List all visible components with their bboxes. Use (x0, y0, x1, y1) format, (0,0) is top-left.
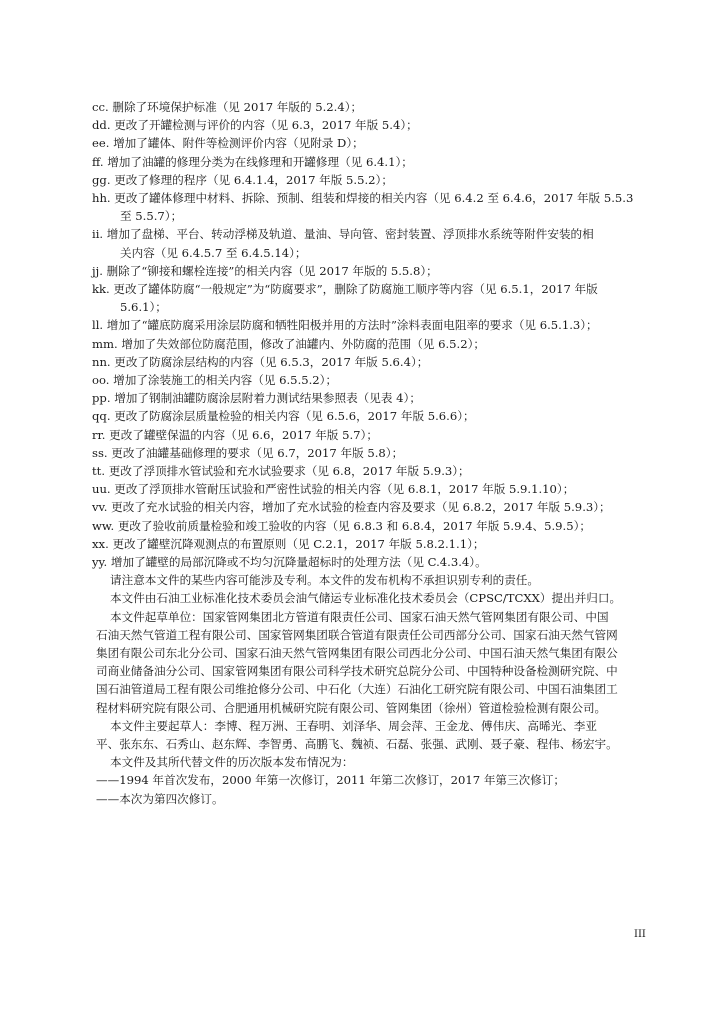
list-item: vv. 更改了充水试验的相关内容，增加了充水试验的检查内容及要求（见 6.8.2，2017 年版 5.9.3）； (92, 500, 611, 515)
list-item: yy. 增加了罐壁的局部沉降或不均匀沉降量超标时的处理方法（见 C.4.3.4）。 (92, 555, 487, 569)
list-item: tt. 更改了浮顶排水管试验和充水试验要求（见 6.8，2017 年版 5.9.3）； (92, 464, 470, 478)
list-item-continuation: 5.6.1）； (120, 300, 167, 315)
drafting-units-line: 程材料研究院有限公司、合肥通用机械研究院有限公司、管网集团（徐州）管道检验检测有限公司。 (96, 700, 607, 715)
drafting-units-line: 司商业储备油分公司、国家管网集团有限公司科学技术研究总院分公司、中国特种设备检测研究院、中 (96, 664, 618, 679)
drafting-units-line: 本文件起草单位：国家管网集团北方管道有限责任公司、国家石油天然气管网集团有限公司、中国 (110, 609, 609, 624)
list-item: pp. 增加了钢制油罐防腐涂层附着力测试结果参照表（见表 4）； (92, 391, 421, 406)
history-item: ——本次为第四次修订。 (96, 791, 224, 806)
list-item: dd. 更改了开罐检测与评价的内容（见 6.3，2017 年版 5.4）； (92, 118, 418, 133)
patent-notice: 请注意本文件的某些内容可能涉及专利。本文件的发布机构不承担识别专利的责任。 (110, 573, 539, 588)
list-item: mm. 增加了失效部位防腐范围，修改了油罐内、外防腐的范围（见 6.5.2）； (92, 336, 485, 351)
list-item: ff. 增加了油罐的修理分类为在线修理和开罐修理（见 6.4.1）； (92, 154, 413, 169)
list-item-continuation: 关内容（见 6.4.5.7 至 6.4.5.14）； (120, 245, 307, 260)
drafting-units-line: 集团有限公司东北分公司、国家石油天然气管网集团有限公司西北分公司、中国石油天然气集团有限公 (96, 646, 618, 660)
drafting-units-line: 石油天然气管道工程有限公司、国家管网集团联合管道有限责任公司西部分公司、国家石油天然气管网 (96, 627, 618, 642)
history-intro: 本文件及其所代替文件的历次版本发布情况为： (110, 755, 354, 770)
list-item: nn. 更改了防腐涂层结构的内容（见 6.5.3，2017 年版 5.6.4）； (92, 354, 429, 369)
list-item: xx. 更改了罐壁沉降观测点的布置原则（见 C.2.1，2017 年版 5.8.2.1.1）； (92, 536, 485, 551)
proposer-paragraph: 本文件由石油工业标准化技术委员会油气储运专业标准化技术委员会（CPSC/TCXX）提出并归口。 (110, 591, 622, 606)
list-item: kk. 更改了罐体防腐“一般规定”为“防腐要求”，删除了防腐施工顺序等内容（见 6.5.1，2017 年版 (92, 282, 598, 296)
list-item: oo. 增加了涂装施工的相关内容（见 6.5.5.2）； (92, 373, 338, 387)
list-item: ss. 更改了油罐基础修理的要求（见 6.7，2017 年版 5.8）； (92, 445, 404, 460)
drafters-line: 平、张东东、石秀山、赵东辉、李智勇、高鹏飞、魏祯、石磊、张强、武刚、聂子豪、程伟、杨宏宇。 (96, 737, 618, 751)
drafters-line: 本文件主要起草人：李博、程万洲、王春明、刘泽华、周会萍、王金龙、傅伟庆、高晞光、李亚 (110, 718, 597, 733)
list-item-continuation: 至 5.5.7）； (120, 209, 183, 224)
list-item: rr. 更改了罐壁保温的内容（见 6.6，2017 年版 5.7）； (92, 427, 378, 442)
list-item: uu. 更改了浮顶排水管耐压试验和严密性试验的相关内容（见 6.8.1，2017 年版 5.9.1.10）； (92, 482, 575, 497)
list-item: qq. 更改了防腐涂层质量检验的相关内容（见 6.5.6，2017 年版 5.6.6）； (92, 409, 475, 424)
list-item: hh. 更改了罐体修理中材料、拆除、预制、组装和焊接的相关内容（见 6.4.2 至 6.4.6，2017 年版 5.5.3 (92, 191, 634, 205)
list-item: ww. 更改了验收前质量检验和竣工验收的内容（见 6.8.3 和 6.8.4，2017 年版 5.9.4、5.9.5）； (92, 518, 592, 533)
list-item: ll. 增加了“罐底防腐采用涂层防腐和牺牲阳极并用的方法时”涂料表面电阻率的要求（见 6.5.1.3）； (92, 318, 598, 333)
list-item: cc. 删除了环境保护标准（见 2017 年版的 5.2.4）； (92, 100, 363, 114)
history-item: ——1994 年首次发布，2000 年第一次修订，2011 年第二次修订，2017 年第三次修订； (96, 773, 565, 788)
list-item: ii. 增加了盘梯、平台、转动浮梯及轨道、量油、导向管、密封装置、浮顶排水系统等附件安装的相 (92, 227, 594, 242)
page-number: III (634, 929, 646, 940)
list-item: gg. 更改了修理的程序（见 6.4.1.4，2017 年版 5.5.2）； (92, 172, 393, 187)
list-item: jj. 删除了“铆接和螺栓连接”的相关内容（见 2017 年版的 5.5.8）； (92, 263, 438, 278)
list-item: ee. 增加了罐体、附件等检测评价内容（见附录 D）； (92, 136, 364, 151)
drafting-units-line: 国石油管道局工程有限公司维抢修分公司、中石化（大连）石油化工研究院有限公司、中国石油集团工 (96, 682, 618, 697)
